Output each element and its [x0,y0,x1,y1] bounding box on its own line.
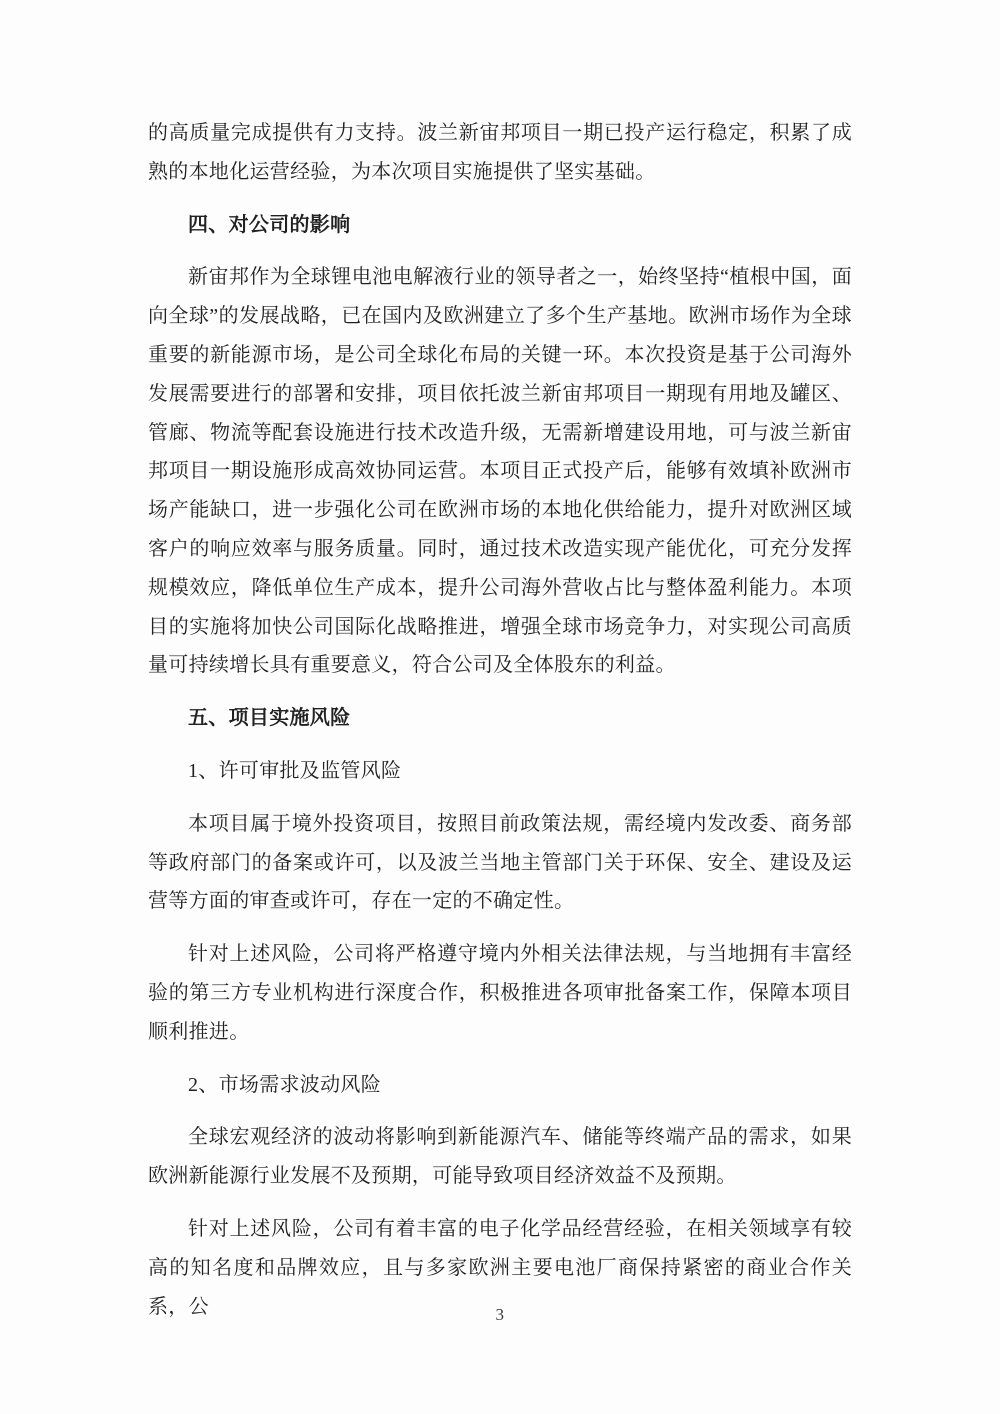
section-heading-5-implementation-risks: 五、项目实施风险 [188,707,351,730]
paragraph-continued: 的高质量完成提供有力支持。波兰新宙邦项目一期已投产运行稳定，积累了成熟的本地化运营经验，为本次项目实施提供了坚实基础。 [148,122,852,183]
paragraph-market-risk-description: 全球宏观经济的波动将影响到新能源汽车、储能等终端产品的需求，如果欧洲新能源行业发展不及预期，可能导致项目经济效益不及预期。 [148,1126,852,1188]
paragraph-approval-risk-mitigation: 针对上述风险，公司将严格遵守境内外相关法律法规，与当地拥有丰富经验的第三方专业机构进行深度合作，积极推进各项审批备案工作，保障本项目顺利推进。 [148,943,852,1043]
paragraph-company-impact: 新宙邦作为全球锂电池电解液行业的领导者之一，始终坚持“植根中国，面向全球”的发展战略，已在国内及欧洲建立了多个生产基地。欧洲市场作为全球重要的新能源市场，是公司全球化布局的关键一环。本次投资是基于公司海外发展需要进行的部署和安排，项目依托波兰新宙邦项目一期现有用地及罐区、管廊、物流等配套设施进行技术改造升级，无需新增建设用地，可与波兰新宙邦项目一期设施形成高效协同运营。本项目正式投产后，能够有效填补欧洲市场产能缺口，进一步强化公司在欧洲市场的本地化供给能力，提升对欧洲区域客户的响应效率与服务质量。同时，通过技术改造实现产能优化，可充分发挥规模效应，降低单位生产成本，提升公司海外营收占比与整体盈利能力。本项目的实施将加快公司国际化战略推进，增强全球市场竞争力，对实现公司高质量可持续增长具有重要意义，符合公司及全体股东的利益。 [148,266,852,677]
subheading-2-market-demand-risk: 2、市场需求波动风险 [188,1073,381,1096]
paragraph-market-risk-mitigation: 针对上述风险，公司有着丰富的电子化学品经营经验，在相关领域享有较高的知名度和品牌效应，且与多家欧洲主要电池厂商保持紧密的商业合作关系，公 [148,1217,852,1318]
page-number: 3 [495,1305,505,1324]
paragraph-approval-risk-description: 本项目属于境外投资项目，按照目前政策法规，需经境内发改委、商务部等政府部门的备案或许可，以及波兰当地主管部门关于环保、安全、建设及运营等方面的审查或许可，存在一定的不确定性。 [148,812,852,913]
section-heading-4-company-impact: 四、对公司的影响 [188,213,351,236]
subheading-1-approval-regulatory-risk: 1、许可审批及监管风险 [188,759,402,782]
document-body [148,114,852,1340]
